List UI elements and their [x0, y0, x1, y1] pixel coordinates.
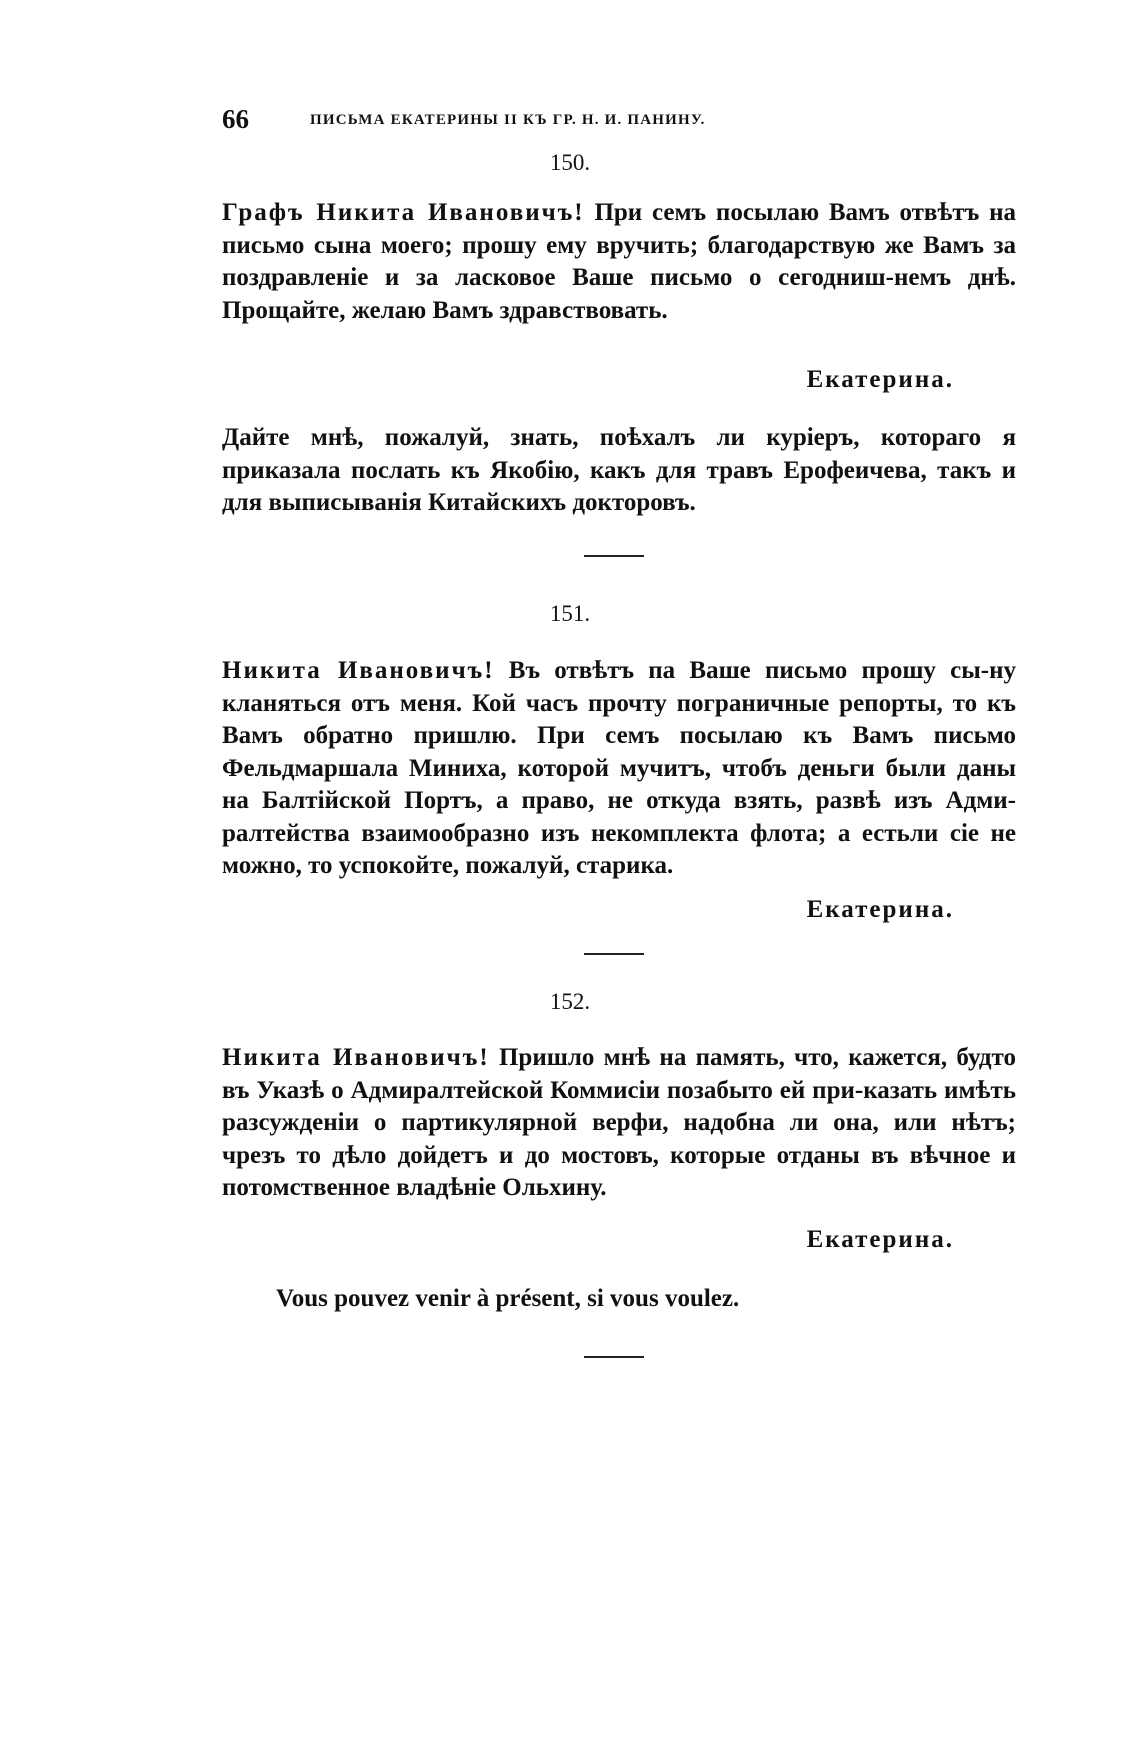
section-divider: [584, 555, 644, 557]
letter-text: При семъ посылаю Вамъ отвѣтъ на письмо сына моего; прошу ему вручить; благодарствую же Вамъ за поздравленіе и за ласковое Ваше письмо о сегодниш-немъ днѣ. Прощайте, желаю Вамъ здравствовать.: [222, 199, 1016, 324]
letter-number-150: 150.: [549, 150, 591, 175]
signature-152: Екатерина.: [806, 1226, 954, 1253]
letter-body-152: [222, 1042, 1016, 1205]
running-title: ПИСЬМА ЕКАТЕРИНЫ II КЪ ГР. Н. И. ПАНИНУ.: [310, 112, 706, 128]
section-divider: [584, 953, 644, 955]
signature-150: Екатерина.: [806, 366, 954, 393]
section-divider: [584, 1356, 644, 1358]
letter-body-151: [222, 655, 1016, 883]
french-note: Vous pouvez venir à présent, si vous voulez.: [276, 1285, 740, 1312]
letter-salutation: Никита Ивановичъ!: [222, 1044, 490, 1071]
letter-number-152: 152.: [549, 989, 591, 1014]
letter-salutation: Графъ Никита Ивановичъ!: [222, 199, 585, 226]
running-head: [222, 104, 882, 144]
letter-number-151: 151.: [549, 601, 591, 626]
letter-text: Въ отвѣтъ па Ваше письмо прошу сы-ну кланяться отъ меня. Кой часъ прочту пограничные репорты, то къ Вамъ обратно пришлю. При семъ посылаю къ Вамъ письмо Фельдмаршала Миниха, которой мучитъ, чтобъ деньги были даны на Балтійской Портъ, а право, не откуда взять, развѣ изъ Адми-ралтейства взаимообразно изъ некомплекта флота; а естьли сіе не можно, то успокойте, пожалуй, старика.: [222, 657, 1016, 879]
page-number: 66: [222, 104, 249, 134]
signature-151: Екатерина.: [806, 896, 954, 923]
letter-salutation: Никита Ивановичъ!: [222, 657, 495, 684]
letter-text: Пришло мнѣ на память, что, кажется, будто въ Указѣ о Адмиралтейской Коммисіи позабыто ей при-казать имѣть разсужденіи о партикулярной верфи, надобна ли она, или нѣтъ; чрезъ то дѣло дойдетъ и до мостовъ, которые отданы въ вѣчное и потомственное владѣніе Ольхину.: [222, 1044, 1016, 1201]
letter-body-150: [222, 197, 1016, 327]
postscript-150: Дайте мнѣ, пожалуй, знать, поѣхалъ ли куріеръ, котораго я приказала послать къ Якобію, какъ для травъ Ерофеичева, такъ и для выписыванія Китайскихъ докторовъ.: [222, 424, 1016, 516]
